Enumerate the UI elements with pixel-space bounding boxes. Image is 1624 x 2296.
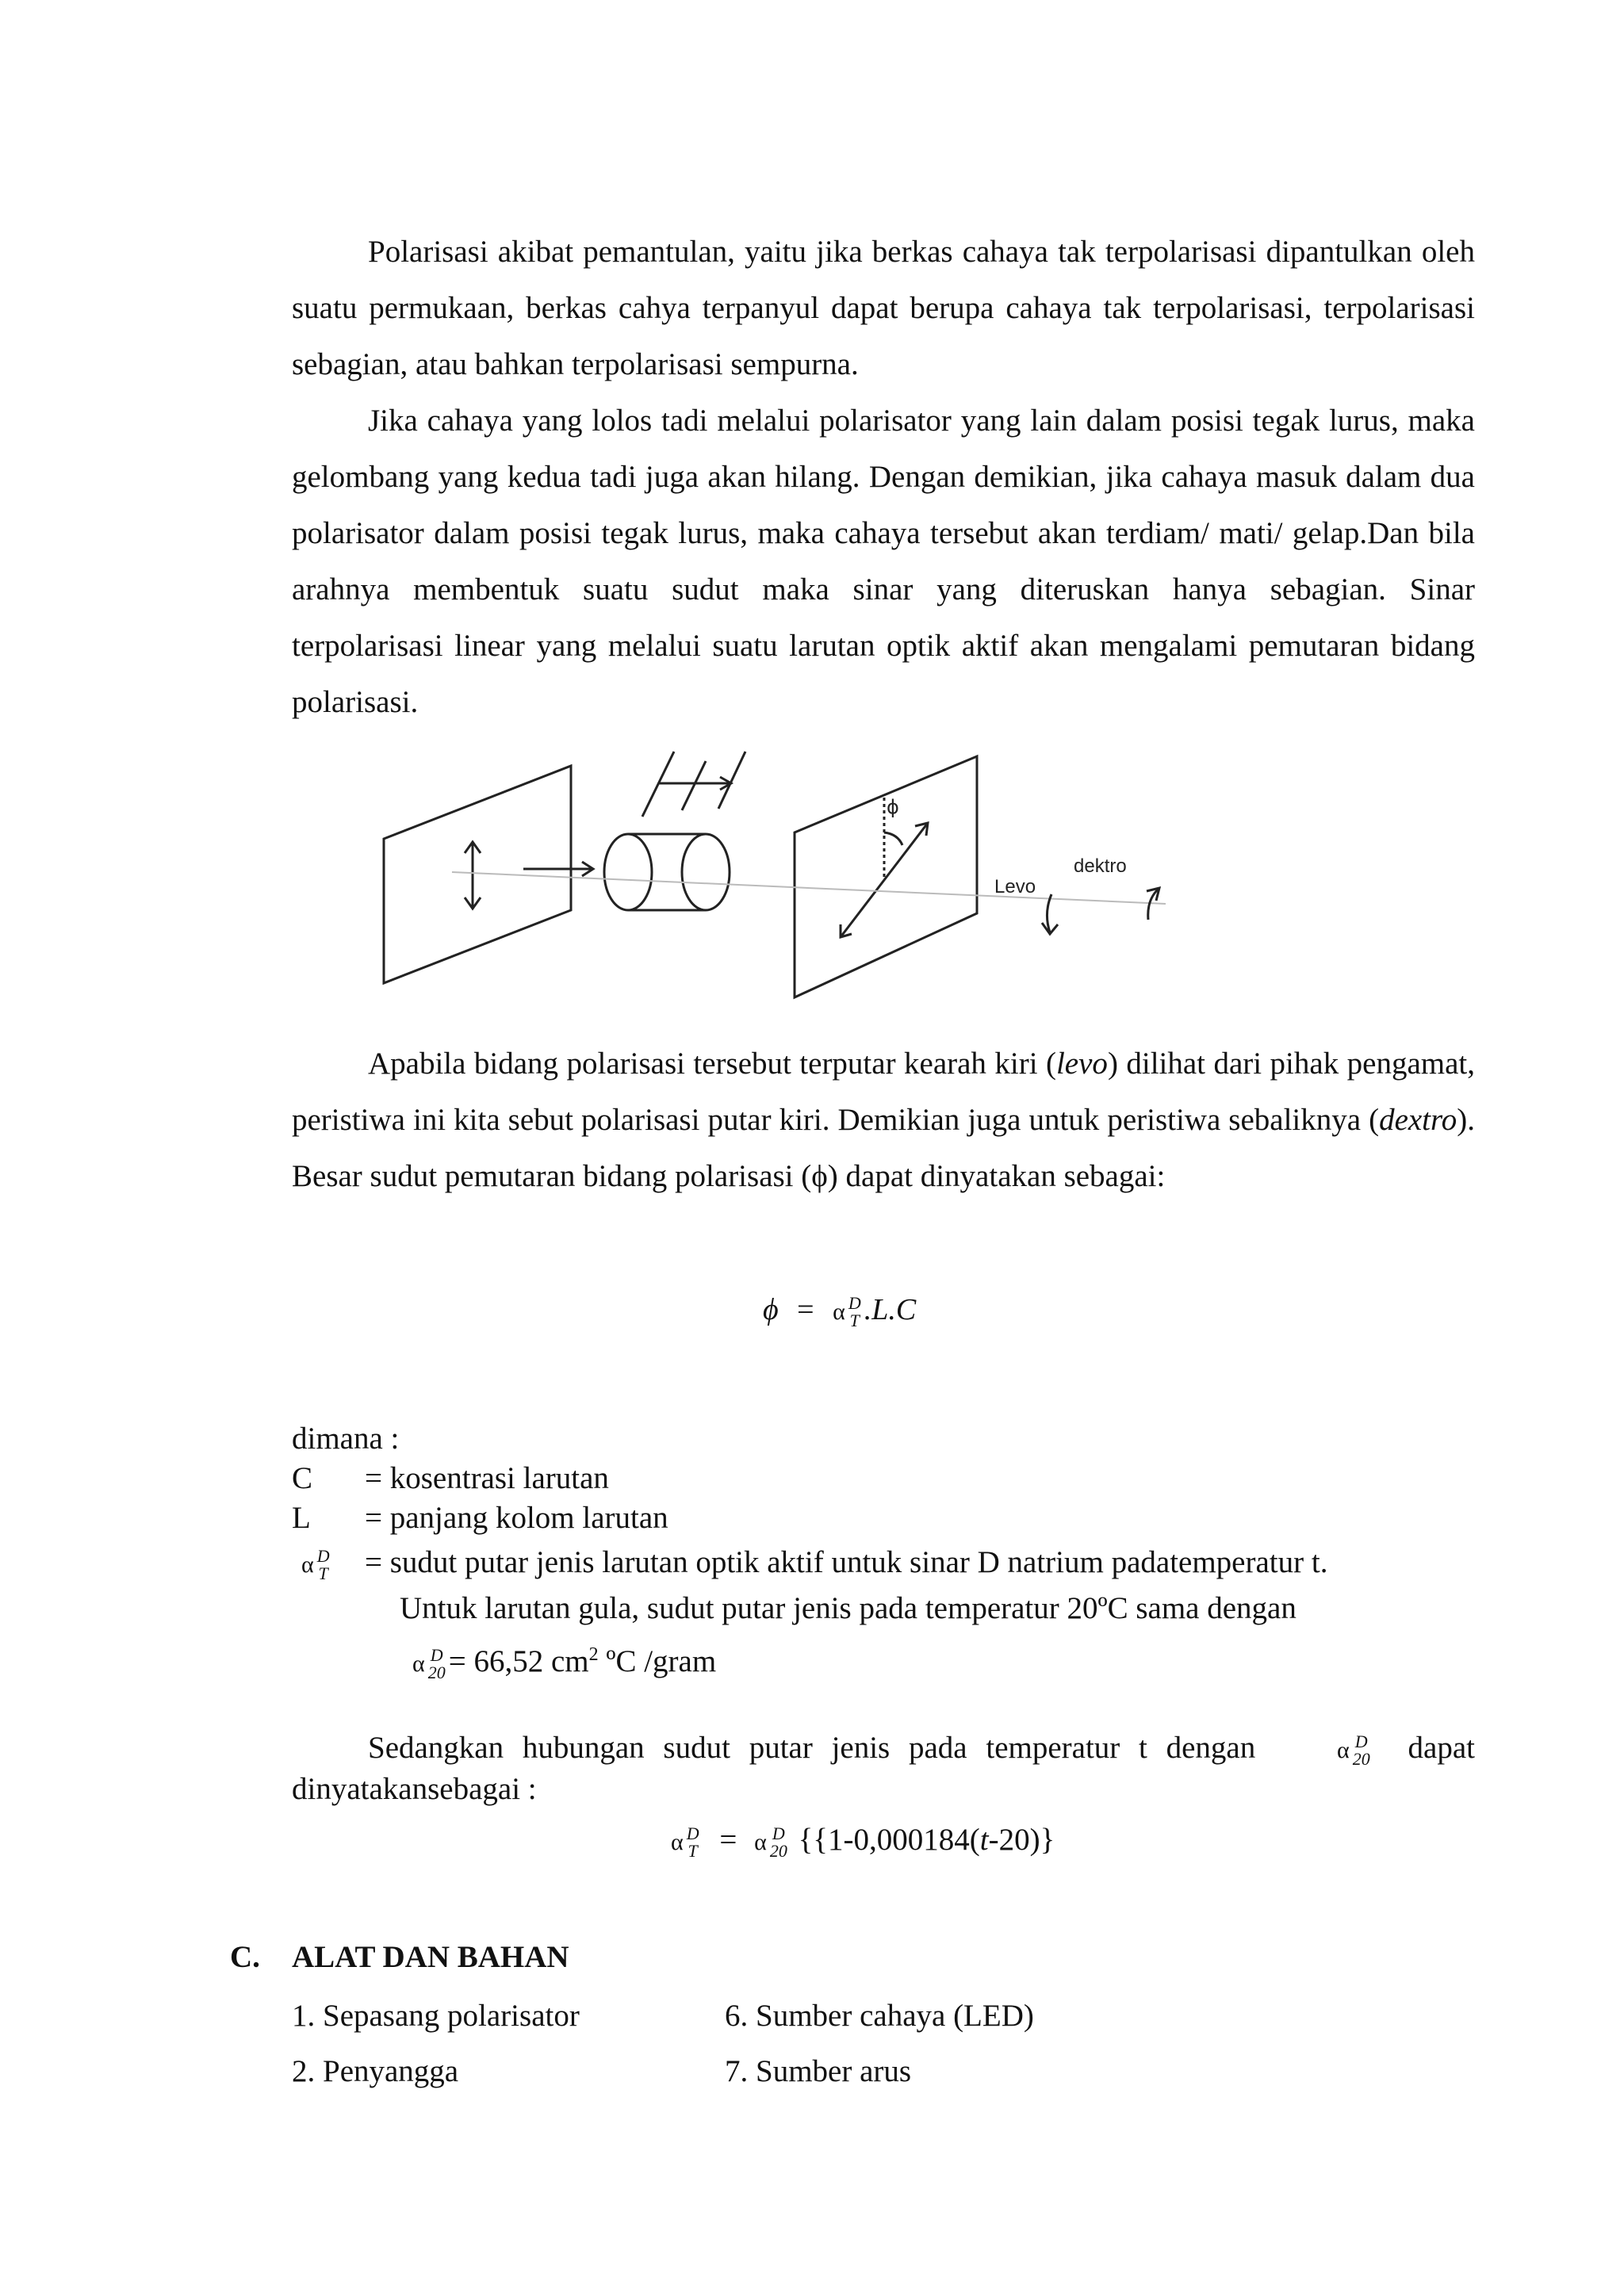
superscript-d: D xyxy=(772,1823,785,1844)
sugar-note: Untuk larutan gula, sudut putar jenis pada temperatur 20ºC sama dengan xyxy=(400,1591,1297,1625)
list-item: 7. Sumber arus xyxy=(725,2054,912,2088)
superscript-d: D xyxy=(1354,1732,1368,1752)
section-number: C. xyxy=(230,1940,260,1974)
paragraph-reflection-polarization: Polarisasi akibat pemantulan, yaitu jika berkas cahaya tak terpolarisasi dipantulkan oleh suatu permukaan, berkas cahya terpanyul dapat berupa cahaya tak terpolarisasi, terpolarisasi sebagian, atau bahkan terpolarisasi sempurna. xyxy=(292,235,1475,381)
equation-equals: = xyxy=(797,1293,814,1326)
definitions-intro: dimana : xyxy=(292,1422,400,1456)
paragraph-text: Apabila bidang polarisasi tersebut terputar kearah kiri ( xyxy=(368,1047,1056,1081)
dextro-term: dextro xyxy=(1379,1103,1457,1137)
value-text: = 66,52 cm xyxy=(448,1644,589,1678)
section-heading xyxy=(230,1939,569,1975)
paragraph-text: ) dilihat dari pihak pengamat, peristiwa ini kita sebut polarisasi putar kiri. Demikian juga untuk peristiwa sebaliknya ( xyxy=(292,1047,1475,1137)
specific-rotation-indices xyxy=(428,1647,446,1682)
value-unit: ºC /gram xyxy=(598,1644,717,1678)
relation-symbol xyxy=(1337,1728,1373,1770)
superscript-d: D xyxy=(430,1645,443,1666)
equation-phi: ϕ xyxy=(763,1293,779,1326)
subscript-20: 20 xyxy=(1352,1749,1370,1770)
levo-label: Levo xyxy=(994,876,1036,897)
intro-paragraphs xyxy=(292,224,1475,730)
alpha-symbol: α xyxy=(754,1829,767,1855)
definition-term: L xyxy=(292,1501,311,1535)
sugar-rotation-value xyxy=(412,1635,716,1684)
equation-tail: -20)} xyxy=(988,1823,1055,1857)
temperature-relation-equation xyxy=(671,1820,1055,1862)
definition-l xyxy=(292,1498,668,1538)
superscript-d: D xyxy=(848,1293,861,1314)
relation-text: dapat xyxy=(1408,1731,1475,1765)
specific-rotation-indices xyxy=(1353,1733,1370,1768)
definition-term: C xyxy=(292,1461,313,1495)
equation-tail: .L.C xyxy=(864,1293,917,1326)
subscript-20: 20 xyxy=(427,1663,446,1683)
definition-c xyxy=(292,1459,609,1498)
paragraph-crossed-polarizers: Jika cahaya yang lolos tadi melalui polarisator yang lain dalam posisi tegak lurus, maka gelombang yang kedua tadi juga akan hilang. Dengan demikian, jika cahaya masuk dalam dua polarisator dalam posisi tegak lurus, maka cahaya tersebut akan terdiam/ mati/ gelap.Dan bila arahnya membentuk suatu sudut maka sinar yang diteruskan hanya sebagian. Sinar terpolarisasi linear yang melalui suatu larutan optik aktif akan mengalami pemutaran bidang polarisasi. xyxy=(292,404,1475,719)
superscript-d: D xyxy=(686,1823,699,1844)
definition-alpha xyxy=(301,1543,1327,1585)
relation-paragraph-line2: dinyatakansebagai : xyxy=(292,1772,537,1806)
equation-equals: = xyxy=(719,1823,737,1857)
subscript-20: 20 xyxy=(769,1841,787,1862)
specific-rotation-indices xyxy=(770,1825,787,1860)
value-exponent: 2 xyxy=(588,1644,599,1665)
paragraph-text: ). Besar sudut pemutaran bidang polarisasi (ϕ) dapat dinyatakan sebagai: xyxy=(292,1103,1475,1193)
polarimeter-diagram xyxy=(373,745,1213,1007)
definition-text: = kosentrasi larutan xyxy=(365,1461,609,1495)
phi-label: ϕ xyxy=(887,796,899,818)
specific-rotation-indices xyxy=(687,1825,699,1860)
first-polarizer-plate xyxy=(384,766,571,983)
definition-text: = sudut putar jenis larutan optik aktif untuk sinar D natrium padatemperatur t. xyxy=(365,1545,1328,1579)
superscript-d: D xyxy=(316,1546,330,1567)
subscript-t: T xyxy=(849,1311,860,1331)
levo-term: levo xyxy=(1055,1047,1108,1081)
list-item: 2. Penyangga xyxy=(292,2054,459,2088)
sample-tube-back xyxy=(682,834,730,910)
alpha-symbol: α xyxy=(301,1552,314,1578)
list-item: 6. Sumber cahaya (LED) xyxy=(725,1999,1034,2033)
equation-variable-t: t xyxy=(979,1823,989,1857)
section-title: ALAT DAN BAHAN xyxy=(292,1940,569,1974)
subscript-t: T xyxy=(688,1841,698,1862)
alpha-symbol: α xyxy=(1337,1737,1350,1763)
alpha-symbol: α xyxy=(412,1651,425,1677)
list-item: 1. Sepasang polarisator xyxy=(292,1999,580,2033)
equation-tail: {{1-0,000184( xyxy=(798,1823,980,1857)
relation-text: Sedangkan hubungan sudut putar jenis pada temperatur t dengan xyxy=(368,1731,1256,1765)
alpha-symbol: α xyxy=(833,1299,845,1325)
levo-rotation-arrow xyxy=(1047,894,1051,932)
subscript-t: T xyxy=(318,1563,328,1584)
dektro-label: dektro xyxy=(1074,855,1127,877)
sample-tube-front xyxy=(604,834,652,910)
specific-rotation-indices xyxy=(848,1295,861,1330)
definition-text: = panjang kolom larutan xyxy=(365,1501,668,1535)
alpha-symbol: α xyxy=(671,1829,684,1855)
dextro-rotation-arrow xyxy=(1148,890,1158,920)
specific-rotation-indices xyxy=(317,1548,330,1582)
rotation-angle-equation xyxy=(763,1292,916,1330)
paragraph-rotation-direction xyxy=(292,1035,1475,1204)
